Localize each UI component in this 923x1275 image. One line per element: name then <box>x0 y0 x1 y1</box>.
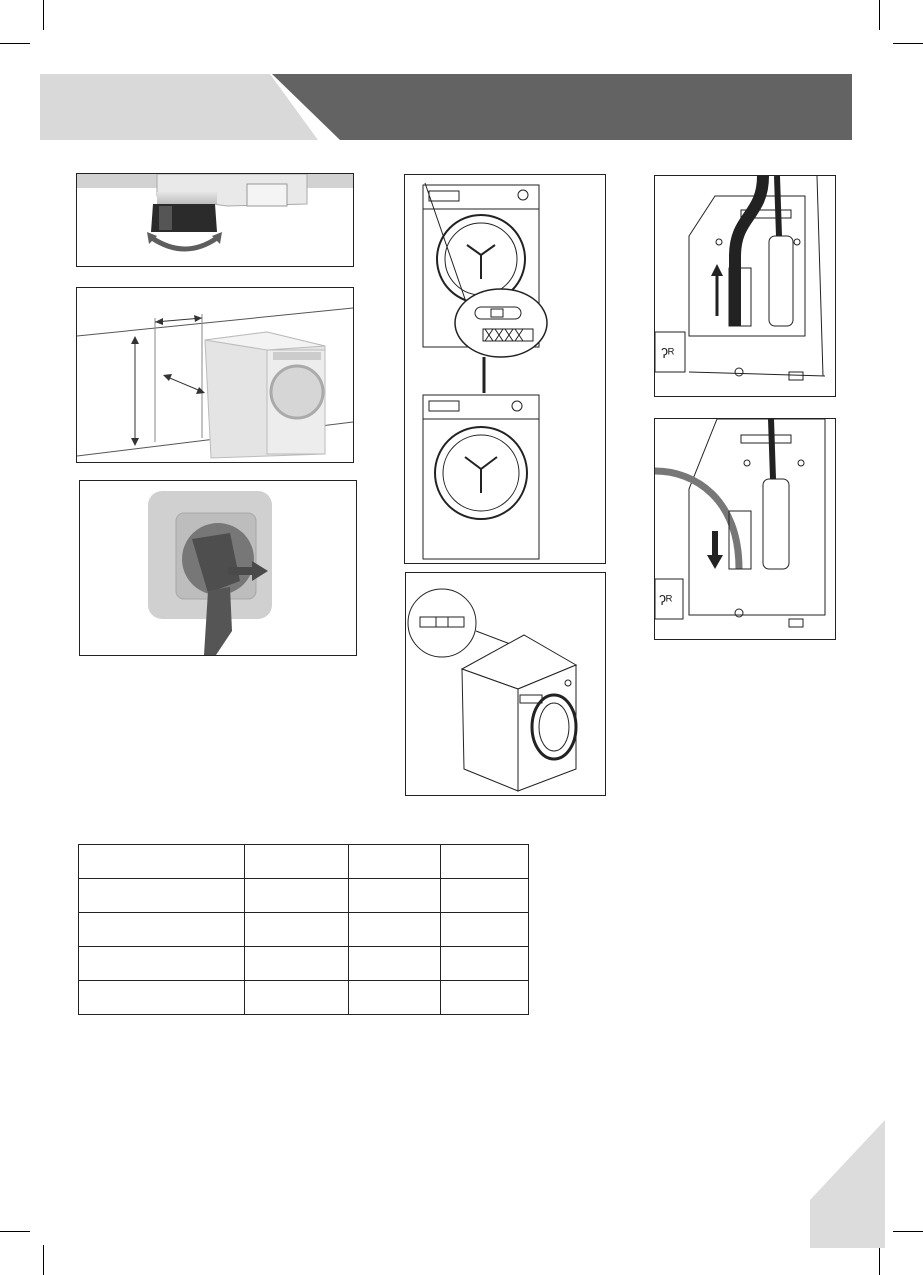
table-cell <box>349 947 441 981</box>
plug-into-socket-photo <box>80 481 356 655</box>
table-cell <box>245 879 349 913</box>
figure-stack-level <box>404 174 606 564</box>
table-cell <box>79 879 245 913</box>
table-cell <box>441 947 529 981</box>
table-cell <box>245 845 349 879</box>
table-cell <box>441 981 529 1015</box>
table-row <box>79 981 529 1015</box>
table-cell <box>441 879 529 913</box>
crop-mark <box>879 0 880 30</box>
table-cell <box>245 913 349 947</box>
figure-plug <box>79 480 357 656</box>
table-row <box>79 879 529 913</box>
figure-clearance <box>76 287 354 463</box>
svg-text:ʔᴿ: ʔᴿ <box>661 345 675 361</box>
header-band <box>40 74 852 142</box>
table-row <box>79 845 529 879</box>
table-cell <box>349 879 441 913</box>
table-cell <box>349 981 441 1015</box>
table-cell <box>441 845 529 879</box>
figure-hose-down <box>654 418 836 640</box>
adjustable-foot-rotate-illustration <box>77 174 353 266</box>
figure-foot-adjust <box>76 173 354 267</box>
table-cell <box>441 913 529 947</box>
crop-mark <box>0 1231 30 1232</box>
table-cell <box>79 845 245 879</box>
crop-mark <box>893 1231 923 1232</box>
table-cell <box>245 981 349 1015</box>
drain-hose-lower-illustration <box>655 419 835 639</box>
drain-hose-raise-illustration <box>655 176 835 396</box>
page-corner-tab <box>810 1120 885 1250</box>
spec-table <box>78 844 529 1015</box>
table-cell <box>349 913 441 947</box>
table-cell <box>79 913 245 947</box>
table-cell <box>245 947 349 981</box>
svg-text:ʔᴿ: ʔᴿ <box>659 592 673 608</box>
installation-clearance-dimensions-illustration <box>77 288 353 462</box>
crop-mark <box>0 43 30 44</box>
crop-mark <box>43 0 44 30</box>
table-cell <box>349 845 441 879</box>
figure-top-level <box>405 572 606 796</box>
table-row <box>79 913 529 947</box>
stacked-dryer-level-check-illustration <box>405 175 605 563</box>
table-cell <box>79 947 245 981</box>
crop-mark <box>43 1245 44 1275</box>
crop-mark <box>893 43 923 44</box>
table-cell <box>79 981 245 1015</box>
figure-hose-up <box>654 175 836 397</box>
spirit-level-on-top-illustration <box>406 573 605 795</box>
table-row <box>79 947 529 981</box>
